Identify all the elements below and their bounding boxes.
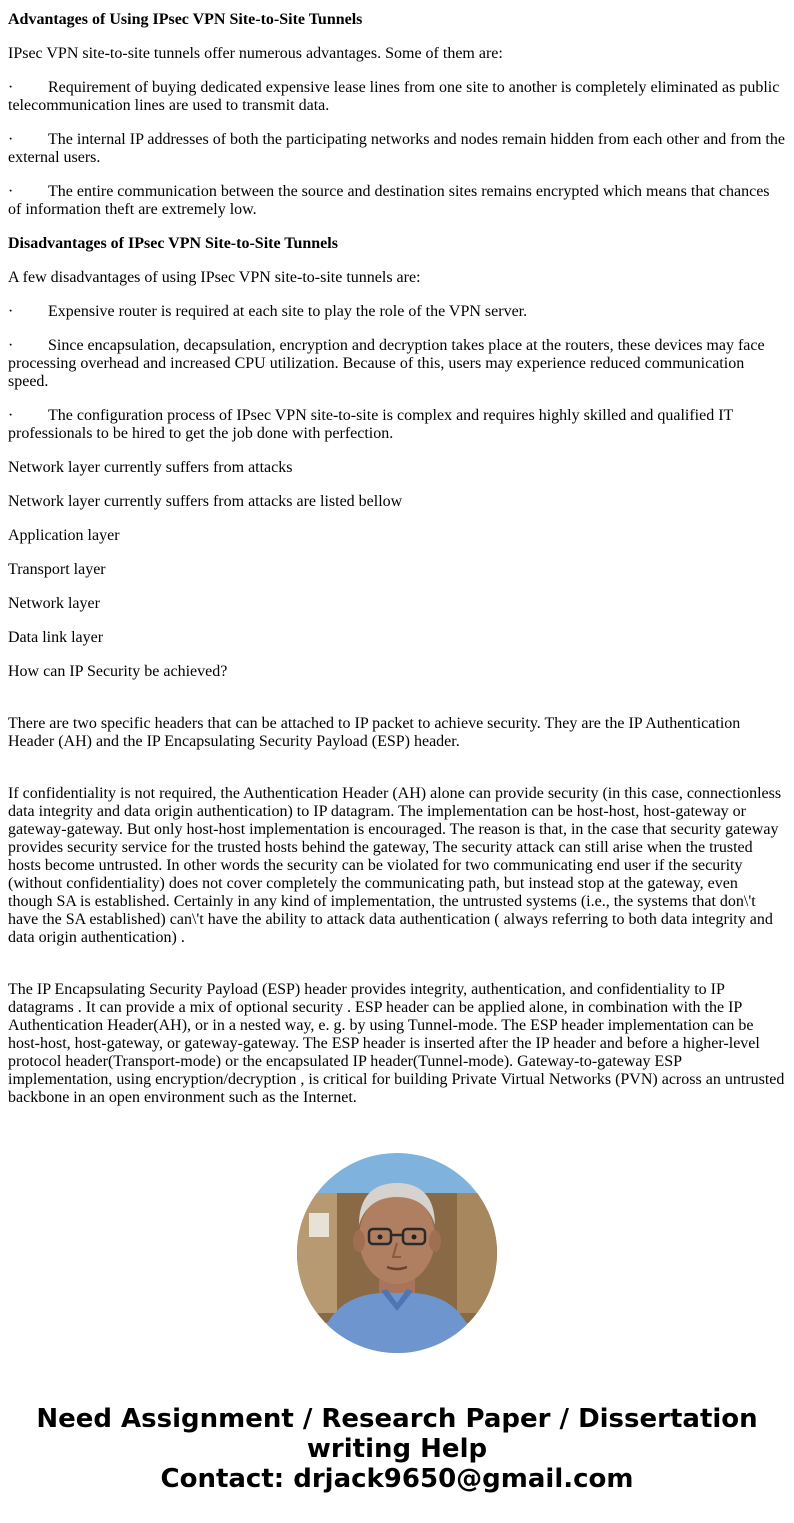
bullet-marker: ·	[8, 79, 14, 96]
bullet-marker: ·	[8, 131, 14, 148]
network-layer-list-intro: Network layer currently suffers from attacks are listed bellow	[8, 493, 403, 510]
cta-contact-email: Contact: drjack9650@gmail.com	[160, 1464, 634, 1494]
layer-item: Network layer	[8, 595, 100, 612]
bullet-marker: ·	[8, 303, 14, 320]
bullet-marker: ·	[8, 183, 14, 200]
layer-item: Data link layer	[8, 629, 104, 646]
ip-security-paragraph-3: The IP Encapsulating Security Payload (ESP) header provides integrity, authentication, and confidentiality to IP datagrams . It can provide a mix of optional security . ESP header can be applied alone, in combination with the IP Authentication Header(AH), or in a nested way, e. g. by using Tunnel-mode. The ESP header implementation can be host-host, host-gateway, or gateway-gateway. The ESP header is inserted after the IP header and before a higher-level protocol header(Transport-mode) or the encapsulated IP header(Tunnel-mode). Gateway-to-gateway ESP implementation, using encryption/decryption , is critical for building Private Virtual Networks (PVN) across an untrusted backbone in an open environment such as the Internet.	[8, 981, 785, 1106]
ip-security-paragraph-2: If confidentiality is not required, the Authentication Header (AH) alone can provide security (in this case, connectionless data integrity and data origin authentication) to IP datagram. The implementation can be host-host, host-gateway or gateway-gateway. But only host-host implementation is encouraged. The reason is that, in the case that security gateway provides security service for the trusted hosts behind the gateway, The security attack can still arise when the trusted hosts become untrusted. In other words the security can be violated for two communicating end user if the security (without confidentiality) does not cover completely the communicating path, but instead stop at the gateway, even though SA is established. Certainly in any kind of implementation, the untrusted systems (i.e., the systems that don\'t have the SA established) can\'t have the ability to attack data authentication ( always referring to both data integrity and data origin authentication) .	[8, 785, 782, 946]
disadvantages-item: · Since encapsulation, decapsulation, encryption and decryption takes place at the routers, these devices may face processing overhead and increased CPU utilization. Because of this, users may experience reduced communication speed.	[8, 337, 765, 390]
spacer	[8, 697, 786, 715]
author-photo	[297, 1153, 497, 1353]
advantages-item: · The internal IP addresses of both the participating networks and nodes remain hidden from each other and from the external users.	[8, 131, 785, 166]
author-avatar	[297, 1153, 497, 1353]
disadvantages-item: · Expensive router is required at each site to play the role of the VPN server.	[8, 303, 528, 320]
advantages-item: · Requirement of buying dedicated expensive lease lines from one site to another is completely eliminated as public telecommunication lines are used to transmit data.	[8, 79, 780, 114]
article	[8, 0, 786, 1123]
disadvantages-heading: Disadvantages of IPsec VPN Site-to-Site Tunnels	[8, 235, 338, 252]
network-layer-line: Network layer currently suffers from attacks	[8, 459, 293, 476]
contact-banner	[0, 1404, 794, 1494]
spacer	[8, 963, 786, 981]
bullet-marker: ·	[8, 407, 14, 424]
layer-item: Application layer	[8, 527, 120, 544]
spacer	[8, 767, 786, 785]
advantages-heading: Advantages of Using IPsec VPN Site-to-Site Tunnels	[8, 11, 363, 28]
ip-security-question: How can IP Security be achieved?	[8, 663, 228, 680]
cta-headline: Need Assignment / Research Paper / Dissertation writing Help	[36, 1404, 758, 1464]
layer-item: Transport layer	[8, 561, 106, 578]
bullet-marker: ·	[8, 337, 14, 354]
advantages-item: · The entire communication between the source and destination sites remains encrypted which means that chances of information theft are extremely low.	[8, 183, 770, 218]
ip-security-paragraph-1: There are two specific headers that can be attached to IP packet to achieve security. They are the IP Authentication Header (AH) and the IP Encapsulating Security Payload (ESP) header.	[8, 715, 741, 750]
advantages-intro: IPsec VPN site-to-site tunnels offer numerous advantages. Some of them are:	[8, 45, 503, 62]
disadvantages-intro: A few disadvantages of using IPsec VPN site-to-site tunnels are:	[8, 269, 421, 286]
disadvantages-item: · The configuration process of IPsec VPN site-to-site is complex and requires highly skilled and qualified IT professionals to be hired to get the job done with perfection.	[8, 407, 734, 442]
